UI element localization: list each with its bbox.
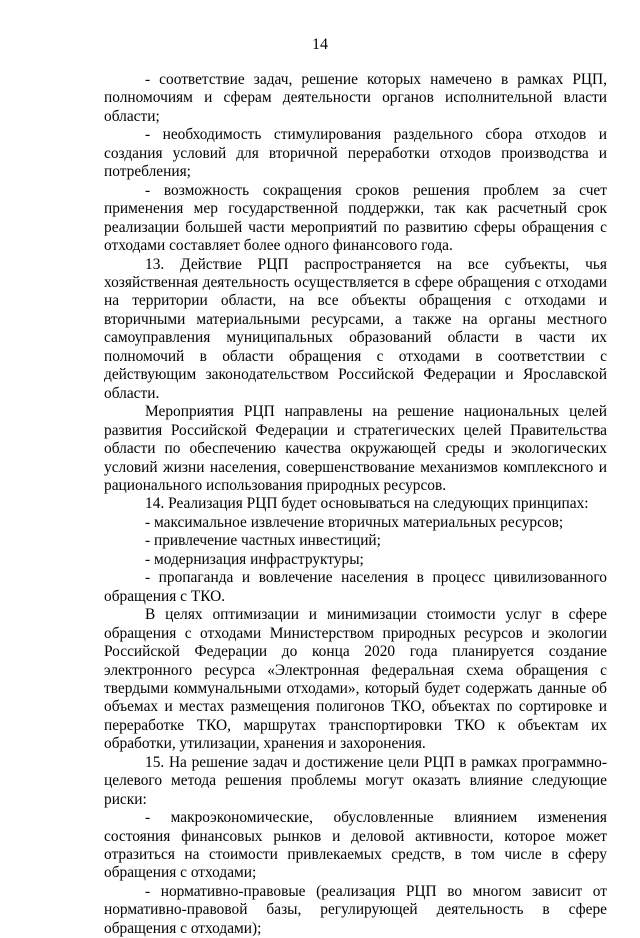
paragraph-criterion-timeframes: - возможность сокращения сроков решения проблем за счет применения мер государственной поддержки, так как расчетный срок реализации большей части мероприятий по развитию сферы обращения с отходами составляет более одного финансового года.: [104, 181, 607, 255]
paragraph-risk-macroeconomic: - макроэкономические, обусловленные влиянием изменения состояния финансовых рынков и деловой активности, которое может отразиться на стоимости привлекаемых средств, в том числе в сферу обращения с отходами;: [104, 809, 607, 882]
paragraph-item-13: 13. Действие РЦП распространяется на все субъекты, чья хозяйственная деятельность осуществляется в сфере обращения с отходами на территории области, на все объекты обращения с отходами и вторичными материальными ресурсами, а также на органы местного самоуправления муниципальных образований области в части их полномочий в области обращения с отходами в соответствии с действующим законодательством Российской Федерации и Ярославской области.: [104, 255, 607, 402]
paragraph-principle-investment: - привлечение частных инвестиций;: [145, 532, 381, 550]
document-body: [104, 71, 607, 938]
paragraph-item-14: 14. Реализация РЦП будет основываться на следующих принципах:: [145, 495, 589, 513]
paragraph-criterion-tasks: - соответствие задач, решение которых намечено в рамках РЦП, полномочиям и сферам деятельности органов исполнительной власти области;: [104, 71, 607, 125]
paragraph-item-15: 15. На решение задач и достижение цели РЦП в рамках программно-целевого метода решения проблемы могут оказать влияние следующие риски:: [104, 753, 607, 808]
paragraph-electronic-scheme: В целях оптимизации и минимизации стоимости услуг в сфере обращения с отходами Министерством природных ресурсов и экологии Российской Федерации до конца 2020 года планируется создание электронного ресурса «Электронная федеральная схема обращения с твердыми коммунальными отходами», который будет содержать данные об объемах и местах размещения полигонов ТКО, объектах по сортировке и переработке ТКО, маршрутах транспортировки ТКО к объектам их обработки, утилизации, хранения и захоронения.: [104, 606, 607, 753]
paragraph-criterion-separate-collection: - необходимость стимулирования раздельного сбора отходов и создания условий для вторичной переработки отходов производства и потребления;: [104, 126, 607, 181]
page-number: 14: [312, 36, 328, 53]
paragraph-principle-propaganda: - пропаганда и вовлечение населения в процесс цивилизованного обращения с ТКО.: [104, 569, 607, 605]
paragraph-principle-extraction: - максимальное извлечение вторичных материальных ресурсов;: [145, 513, 564, 531]
paragraph-risk-regulatory: - нормативно-правовые (реализация РЦП во многом зависит от нормативно-правовой базы, регулирующей деятельность в сфере обращения с отходами);: [104, 882, 607, 937]
paragraph-principle-modernization: - модернизация инфраструктуры;: [145, 550, 364, 568]
paragraph-measures-goals: Мероприятия РЦП направлены на решение национальных целей развития Российской Федерации и стратегических целей Правительства области по обеспечению качества окружающей среды и экологических условий жизни населения, совершенствование механизмов комплексного и рационального использования природных ресурсов.: [104, 403, 607, 494]
